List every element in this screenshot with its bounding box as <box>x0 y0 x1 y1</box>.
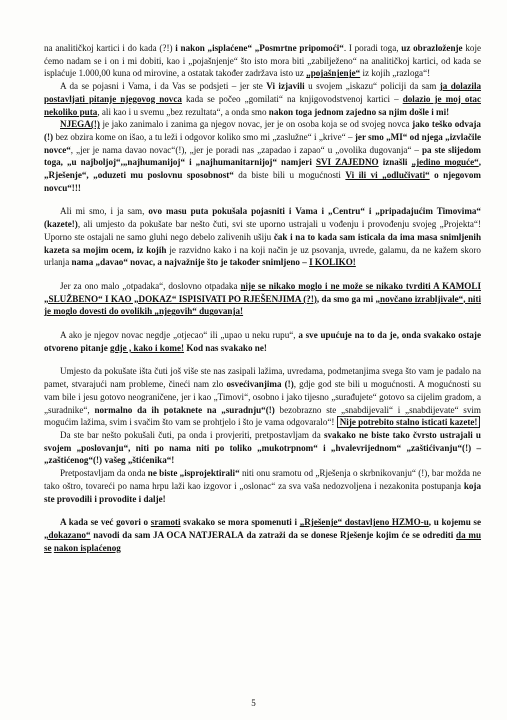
paragraph-10: A kada se već govori o sramoti svakako se mora spomenuti i „Rješenje“ dostavljeno HZMO-u, u kojemu se „dokazano“ navodi da sam JA OCA NATJERALA da zatraži da se donese Rješenje kojim će se odrediti da mu se nakon isplaćenog <box>44 517 482 553</box>
paragraph-4: Ali mi smo, i ja sam, ovo masu puta pokušala pojasniti i Vama i „Centru“ i „pripadajućim Timovima“ (kazete!), ali umjesto da pokušate bar nešto čuti, svi ste uporno ustrajali u vođenju i provođenju svojeg „Projekta“! Uporno ste ostajali ne samo gluhi nego debelo zalivenih ušiju čak i na to kada sam isticala da ima masa snimljenih kazeta sa mojim ocem, iz kojih je razvidno kako i na koji način je uz psovanja, uvrede, galamu, da ne kažem skoro urlanja nama „davao“ novac, a najvažnije što je također snimljeno – I KOLIKO! <box>44 206 482 268</box>
paragraph-8: Da ste bar nešto pokušali čuti, pa onda i provjeriti, pretpostavljam da svakako ne biste tako čvrsto ustrajali u svojem „poslovanju“, niti po nama niti po toliko „mukotrpnom“ i „hvalevrijednom“ „zaštićivanju“(!) – „zaštićenog“(!) vašeg „štićenika“! <box>44 429 481 466</box>
paragraph-9: Pretpostavljam da onda ne biste „isprojektirali“ niti onu sramotu od „Rješenja o skrbnikovanju“ (!), bar možda ne tako oštro, tovareći po nama hrpu laži kao izgovor i „oslonac“ za sva vaša nedozvoljena i nezakonita postupanja koja ste provodili i provodite i dalje! <box>44 468 482 504</box>
document-body <box>44 42 481 554</box>
paragraph-7: Umjesto da pokušate išta čuti još više ste nas zasipali lažima, uvredama, podmetanjima svega što vam je padalo na pamet, stvarajući nam probleme, čineći nam zlo osvećivanjima (!), gdje god ste bili u mogućnosti. A mogućnosti su vam bile i jesu gotovo neograničene, jer i kao „Timovi“, osobno i jako tijesno „surađujete“ gotovo sa cijelim gradom, a „suradnike“, normalno da ih potaknete na „suradnju“(!) bezobrazno ste „snabdijevali“ i „snabdijevate“ svim mogućim lažima, svim i svačim što vam se prohtjelo i što je vama odgovaralo“! Nije potrebito stalno isticati kazete! <box>44 366 482 428</box>
paragraph-1: na analitičkoj kartici i do kada (?!) i nakon „isplaćene“ „Posmrtne pripomoći“. I poradi toga, uz obrazloženje koje ćemo nadam se i on i mi dobiti, kao i „pojašnjenje“ što isto mora biti „zabilježeno“ na analitičkoj kartici, od kada se isplaćuje 1.000,00 kuna od mirovine, a ostatak također zadržava isto uz „pojašnjenje“ iz kojih „razloga“! <box>44 43 482 79</box>
paragraph-3: NJEGA(!) je jako zanimalo i zanima ga njegov novac, jer je on osoba koja se od svojeg novca jako teško odvaja (!) bez obzira kome on išao, a tu leži i odgovor koliko smo mi „zaslužne“ i „krive“ – jer smo „MI“ od njega „izvlačile novce“, „jer je nama davao novac“(!), „jer je poradi nas „zapadao i zapao“ u „ovolika dugovanja“ – pa ste slijedom toga, „u najboljoj“,„najhumanijoj“ i „najhumanitarnijoj“ namjeri SVI ZAJEDNO iznašli „jedino moguće“, „Rješenje“, „oduzeti mu poslovnu sposobnost“ da biste bili u mogućnosti Vi ili vi „odlučivati“ o njegovom novcu“!!! <box>44 119 482 193</box>
highlighted-box: Nije potrebito stalno isticati kazete! <box>337 416 481 428</box>
paragraph-6: A ako je njegov novac negdje „otjecao“ ili „upao u neku rupu“, a sve upućuje na to da je, onda svakako ostaje otvoreno pitanje gdje , kako i kome! Kod nas svakako ne! <box>44 330 481 353</box>
paragraph-2: A da se pojasni i Vama, i da Vas se podsjeti – jer ste Vi izjavili u svojem „iskazu“ policiji da sam ja dolazila postavljati pitanje njegovog novca kada se počeo „gomilati“ na knjigovodstvenoj kartici – dolazio je moj otac nekoliko puta, ali kao i u svemu „bez rezultata“, a onda smo nakon toga jednom zajedno sa njim došle i mi! <box>44 81 482 117</box>
page-number: 5 <box>251 698 256 708</box>
paragraph-5: Jer za ono malo „otpadaka“, doslovno otpadaka nije se nikako moglo i ne može se nikako tvrditi A KAMOLI „SLUŽBENO“ I KAO „DOKAZ“ ISPISIVATI PO RJEŠENJIMA (?!), da smo ga mi „novčano izrabljivale“, niti je moglo dovesti do ovolikih „njegovih“ dugovanja! <box>44 280 482 317</box>
